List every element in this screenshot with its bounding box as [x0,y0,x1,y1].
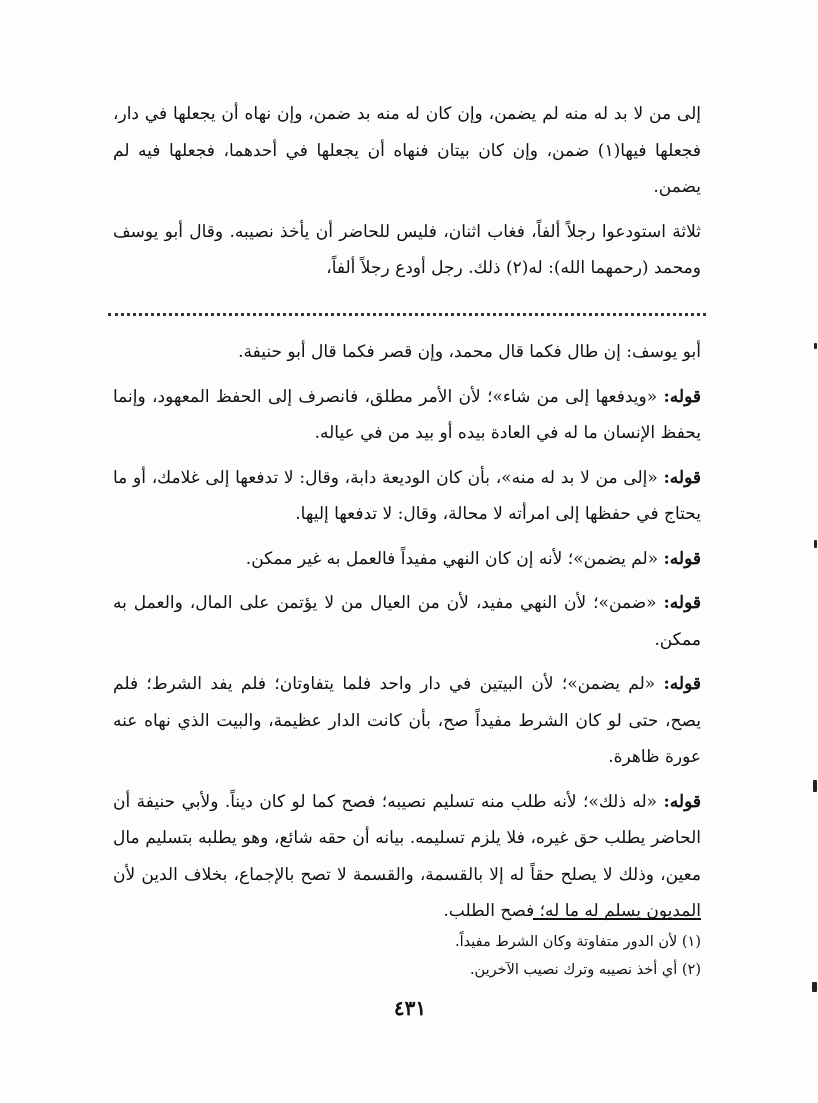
scan-speck [814,343,817,349]
scan-speck [813,780,817,792]
footnotes [113,928,701,984]
footnote-2: (٢) أي أخذ نصيبه وترك نصيب الآخرين. [469,962,701,978]
footnote-rule [533,918,701,920]
commentary-label: قوله: [663,548,701,569]
main-text [113,96,701,287]
main-paragraph-1: إلى من لا بد له منه لم يضمن، وإن كان له منه بد ضمن، وإن نهاه أن يجعلها في دار، فجعلها فيها(١) ضمن، وإن كان بيتان فنهاه أن يجعلها في أحدهما، فجعلها فيه لم يضمن. [113,104,701,197]
page-number: ٤٣١ [393,996,427,1020]
commentary-text: «ويدفعها إلى من شاء»؛ لأن الأمر مطلق، فانصرف إلى الحفظ المعهود، وإنما يحفظ الإنسان ما له في العادة بيده أو بيد من في عياله. [113,386,701,443]
commentary-text: «لم يضمن»؛ لأن البيتين في دار واحد فلما يتفاوتان؛ فلم يفد الشرط؛ فلم يصح، حتى لو كان الشرط مفيداً صح، بأن كانت الدار عظيمة، والبيت الذي نهاه عنه عورة ظاهرة. [113,674,701,767]
commentary-item [113,784,701,930]
dotted-separator [108,313,706,320]
main-paragraph-2: ثلاثة استودعوا رجلاً ألفاً، فغاب اثنان، فليس للحاضر أن يأخذ نصيبه. وقال أبو يوسف ومحمد (رحمهما الله): له(٢) ذلك. رجل أودع رجلاً ألفاً، [113,221,701,278]
commentary-item [113,585,701,658]
scan-speck [814,540,817,548]
commentary-item [113,541,701,578]
commentary-text: «لم يضمن»؛ لأنه إن كان النهي مفيداً فالعمل به غير ممكن. [245,548,659,569]
commentary-text: «ضمن»؛ لأن النهي مفيد، لأن من العيال من لا يؤتمن على المال، والعمل به ممكن. [113,593,701,650]
commentary-item [113,379,701,452]
commentary-label: قوله: [663,674,702,694]
commentary-label: قوله: [663,386,701,407]
commentary-item [113,460,701,533]
commentary-label: قوله: [663,467,702,488]
commentary-item [113,666,701,776]
footnote-1: (١) لأن الدور متفاوتة وكان الشرط مفيداً. [455,934,701,950]
commentary [113,334,701,938]
commentary-label: قوله: [663,791,701,812]
commentary-label: قوله: [663,593,701,613]
commentary-intro: أبو يوسف: إن طال فكما قال محمد، وإن قصر فكما قال أبو حنيفة. [238,342,701,362]
commentary-text: «له ذلك»؛ لأنه طلب منه تسليم نصيبه؛ فصح كما لو كان ديناً. ولأبي حنيفة أن الحاضر يطلب حق غيره، فلا يلزم تسليمه. بيانه أن حقه شائع، وهو يطلبه بتسليم مال معين، وذلك لا يصلح حقاً له إلا بالقسمة، والقسمة لا تصح بالإجماع، بخلاف الدين لأن المديون يسلم له ما له؛ فصح الطلب. [113,791,701,921]
scan-speck [812,982,817,992]
commentary-text: «إلى من لا بد له منه»، بأن كان الوديعة دابة، وقال: لا تدفعها إلى غلامك، أو ما يحتاج في حفظها إلى امرأته لا محالة، وقال: لا تدفعها إليها. [113,467,701,524]
